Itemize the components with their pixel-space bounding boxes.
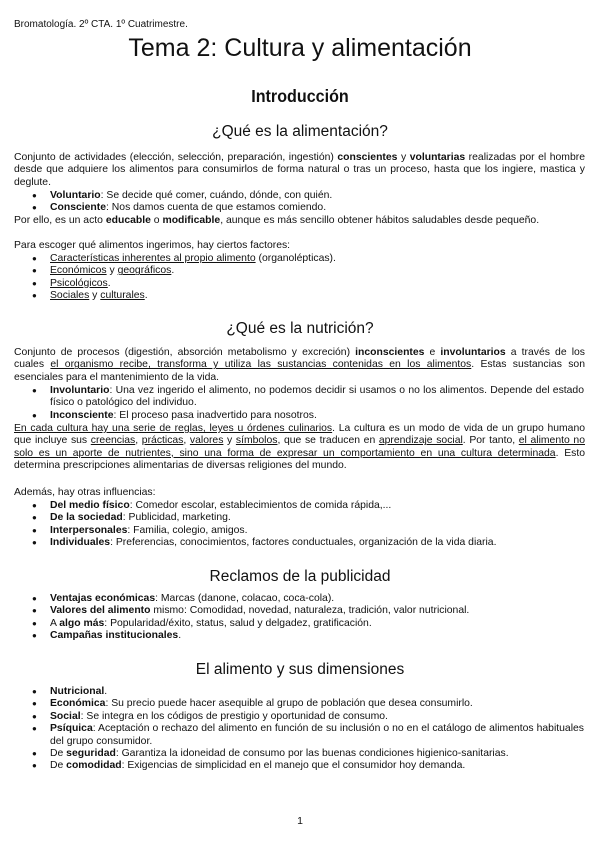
list-item: ● Ventajas económicas: Marcas (danone, colacao, coca-cola). — [32, 593, 584, 605]
publicidad-list — [32, 593, 584, 643]
list-item: ● De seguridad: Garantiza la idoneidad de consumo por las buenas condiciones higienico-sanitarias. — [32, 748, 584, 760]
document-header: Bromatología. 2º CTA. 1º Cuatrimestre. — [14, 19, 188, 30]
list-item: ● Psíquica: Aceptación o rechazo del alimento en función de su inclusión o no en el catálogo de alimentos habituales del grupo consumidor. — [32, 723, 584, 748]
list-item: ● Inconsciente: El proceso pasa inadvertido para nosotros. — [32, 410, 584, 422]
dimensiones-list — [32, 686, 584, 773]
list-item: ● Sociales y culturales. — [32, 290, 584, 302]
section-heading-publicidad: Reclamos de la publicidad — [209, 568, 391, 585]
list-item: ● Social: Se integra en los códigos de prestigio y oportunidad de consumo. — [32, 711, 584, 723]
list-item: ● Económicos y geográficos. — [32, 265, 584, 277]
intro-heading: Introducción — [251, 86, 349, 106]
nutricion-definition: Conjunto de procesos (digestión, absorción metabolismo y excreción) inconscientes e involuntarios a través de los cuales el organismo recibe, transforma y utiliza las sustancias contenidas en los alimentos. Estas sustancias son esenciales para el mantenimiento de la vida. — [14, 347, 585, 383]
list-item: ● De la sociedad: Publicidad, marketing. — [32, 512, 584, 524]
factors-list — [32, 253, 584, 303]
list-item: ● Económica: Su precio puede hacer asequible al grupo de población que desea consumirlo. — [32, 698, 584, 710]
list-item: ● Consciente: Nos damos cuenta de que estamos comiendo. — [32, 202, 584, 214]
list-item: ● Características inherentes al propio alimento (organolépticas). — [32, 253, 584, 265]
section-heading-alimentacion: ¿Qué es la alimentación? — [212, 123, 388, 140]
list-item: ● De comodidad: Exigencias de simplicidad en el manejo que el consumidor hoy demanda. — [32, 760, 584, 772]
list-item: ● Campañas institucionales. — [32, 630, 584, 642]
cultura-paragraph: En cada cultura hay una serie de reglas, leyes u órdenes culinarios. La cultura es un modo de vida de un grupo humano que incluye sus creencias, prácticas, valores y símbolos, que se traducen en aprendizaje social. Por tanto, el alimento no solo es un aporte de nutrientes, sino una forma de expresar un comportamiento en una cultura determinada. Esto determina prescripciones alimentarias de diversas religiones del mundo. — [14, 423, 585, 472]
section-heading-nutricion: ¿Qué es la nutrición? — [226, 320, 374, 337]
alimentacion-list — [32, 190, 584, 215]
list-item: ● Involuntario: Una vez ingerido el alimento, no podemos decidir si usamos o no los alimentos. Depende del estado físico o patológico del individuo. — [32, 385, 584, 410]
alimentacion-educable: Por ello, es un acto educable o modificable, aunque es más sencillo obtener hábitos saludables desde pequeño. — [14, 215, 540, 226]
list-item: ● Del medio físico: Comedor escolar, establecimientos de comida rápida,... — [32, 500, 584, 512]
page-number: 1 — [297, 815, 303, 827]
alimentacion-definition: Conjunto de actividades (elección, selección, preparación, ingestión) conscientes y voluntarias realizadas por el hombre desde que adquiere los alimentos para consumirlos de forma natural o tras un proceso, hasta que los ingiere, mastica y deglute. — [14, 152, 585, 188]
list-item: ● Psicológicos. — [32, 278, 584, 290]
list-item: ● Individuales: Preferencias, conocimientos, factores conductuales, organización de la vida diaria. — [32, 537, 584, 549]
nutricion-list — [32, 385, 584, 422]
factors-intro: Para escoger qué alimentos ingerimos, hay ciertos factores: — [14, 240, 291, 251]
list-item: ● Interpersonales: Familia, colegio, amigos. — [32, 525, 584, 537]
list-item: ● Valores del alimento mismo: Comodidad, novedad, naturaleza, tradición, valor nutricional. — [32, 605, 584, 617]
influencias-intro: Además, hay otras influencias: — [14, 487, 156, 498]
list-item: ● Voluntario: Se decide qué comer, cuándo, dónde, con quién. — [32, 190, 584, 202]
list-item: ● Nutricional. — [32, 686, 584, 698]
influencias-list — [32, 500, 584, 550]
section-heading-dimensiones: El alimento y sus dimensiones — [195, 661, 405, 678]
list-item: ● A algo más: Popularidad/éxito, status, salud y delgadez, gratificación. — [32, 618, 584, 630]
page-title: Tema 2: Cultura y alimentación — [128, 34, 472, 62]
